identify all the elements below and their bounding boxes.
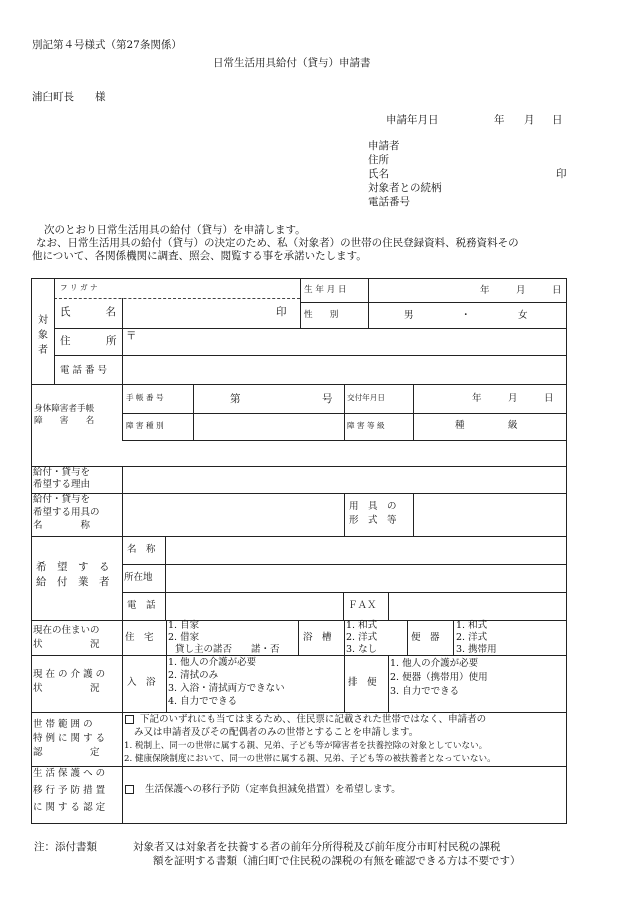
household-condition-2: 2. 健康保険制度において、同一の世帯に属する親、兄弟、子ども等の被扶養者となっていない。	[124, 754, 496, 764]
sex-male: 男	[404, 310, 414, 321]
application-year: 年	[494, 114, 505, 126]
care-label-1: 現 在 の 介 護 の	[33, 669, 106, 680]
subject-phone-label: 電 話 番 号	[60, 365, 108, 376]
bathing-option-4: 4. 自力でできる	[168, 696, 238, 707]
vendor-label-1: 希 望 す る	[36, 561, 110, 573]
disability-name-label: 障 害 名	[34, 416, 95, 426]
household-label-1: 世 帯 範 囲 の	[33, 719, 93, 730]
disability-book-label: 身体障害者手帳	[34, 404, 95, 414]
subject-name-label-char: 氏	[60, 306, 71, 318]
applicant-name-label: 氏名	[368, 168, 389, 180]
intro-line-3: 他について、各関係機関に調査、照会、閲覧する事を承諾いたします。	[32, 250, 367, 262]
bathtub-label: 浴 槽	[303, 632, 332, 643]
housing-label-2: 状 況	[33, 639, 100, 650]
book-number-label: 手 帳 番 号	[126, 393, 164, 402]
equipment-form-label-2: 形 式 等	[349, 515, 397, 526]
toilet-option-1: 1. 和式	[456, 620, 488, 631]
sex-female: 女	[518, 310, 528, 321]
issue-month: 月	[508, 393, 518, 404]
welfare-label-3: に 関 す る 認 定	[33, 802, 106, 813]
household-checkbox[interactable]	[125, 715, 134, 724]
applicant-address-label: 住所	[368, 154, 389, 166]
toileting-label: 排 便	[348, 677, 377, 688]
application-month: 月	[524, 114, 535, 126]
care-label-2: 状 況	[33, 683, 100, 694]
form-number: 別記第４号様式（第27条関係）	[32, 39, 182, 51]
equipment-label-2: 希望する用具の	[33, 507, 100, 518]
toilet-label: 便 器	[411, 632, 440, 643]
toileting-option-3: 3. 自力でできる	[390, 686, 460, 697]
household-condition-1: 1. 税制上、同一の世帯に属する親、兄弟、子ども等が障害者を扶養控除の対象としていない。	[124, 741, 488, 751]
welfare-text: 生活保護への移行予防（定率負担減免措置）を希望します。	[145, 784, 401, 795]
dob-day: 日	[552, 285, 562, 296]
issue-year: 年	[472, 393, 482, 404]
sex-label: 性 別	[304, 310, 339, 320]
intro-line-2: なお、日常生活用具の給付（貸与）の決定のため、私（対象者）の世帯の住民登録資料、税務資料その	[36, 237, 519, 249]
toilet-option-2: 2. 洋式	[456, 632, 488, 643]
equipment-label-1: 給付・貸与を	[33, 494, 91, 505]
bathtub-option-2: 2. 洋式	[346, 632, 378, 643]
bathtub-option-3: 3. なし	[346, 644, 378, 655]
issue-day: 日	[544, 393, 554, 404]
bathing-option-3: 3. 入浴・清拭両方できない	[168, 683, 285, 694]
equipment-form-label-1: 用 具 の	[349, 501, 397, 512]
reason-label-1: 給付・貸与を	[33, 467, 91, 478]
application-date-label: 申請年月日	[386, 114, 439, 126]
toilet-option-3: 3. 携帯用	[456, 644, 497, 655]
applicant-seal: 印	[556, 168, 567, 180]
disability-type-label: 障 害 種 別	[126, 421, 164, 430]
bathing-option-1: 1. 他人の介護が必要	[168, 657, 257, 668]
footnote-label: 注：添付書類	[34, 841, 97, 853]
housing-label-1: 現在の住まいの	[33, 625, 100, 636]
dob-year: 年	[480, 285, 490, 296]
applicant-phone-label: 電話番号	[368, 196, 410, 208]
welfare-checkbox[interactable]	[125, 785, 134, 794]
household-text-2: み又は申請者及びその配偶者のみの世帯とすることを申請します。	[134, 727, 419, 738]
household-label-3: 認 定	[33, 747, 100, 758]
footnote-line-1: 対象者又は対象者を扶養する者の前年分所得税及び前年度分市町村民税の課税	[133, 841, 501, 853]
postal-mark: 〒	[126, 330, 137, 342]
subject-address-label-1: 住	[60, 335, 71, 347]
application-day: 日	[552, 114, 563, 126]
welfare-label-2: 移 行 予 防 措 置	[33, 785, 106, 796]
subject-address-label-2: 所	[106, 335, 117, 347]
house-option-2: 2. 借家	[168, 632, 200, 643]
vendor-label-2: 給 付 業 者	[36, 576, 110, 588]
book-number-go: 号	[322, 393, 333, 405]
landlord-consent: 貸し主の諾否 諾・否	[175, 644, 280, 655]
issue-date-label: 交付年月日	[347, 393, 385, 402]
vendor-fax-label: ＦＡＸ	[348, 600, 377, 611]
grade-kyu: 級	[508, 420, 518, 431]
book-number-dai: 第	[230, 393, 241, 405]
household-label-2: 特 例 に 関 す る	[33, 733, 106, 744]
welfare-label-1: 生 活 保 護 へ の	[33, 768, 106, 779]
house-option-1: 1. 自家	[168, 620, 200, 631]
applicant-relation-label: 対象者との続柄	[368, 182, 442, 194]
bathing-option-2: 2. 清拭のみ	[168, 670, 219, 681]
dob-month: 月	[516, 285, 526, 296]
addressee: 浦臼町長 様	[32, 91, 106, 103]
sex-separator: ・	[461, 310, 471, 321]
furigana-label: フ リ ガ ナ	[60, 283, 98, 292]
footnote-line-2: 額を証明する書類（浦臼町で住民税の課税の有無を確認できる方は不要です）	[153, 855, 521, 867]
household-text-1: 下記のいずれにも当てはまるため、、住民票に記載された世帯ではなく、申請者の	[140, 714, 487, 725]
vendor-phone-label: 電 話	[127, 600, 156, 611]
subject-seal: 印	[276, 306, 287, 318]
subject-name-label	[60, 307, 116, 318]
bathtub-option-1: 1. 和式	[346, 620, 378, 631]
intro-line-1: 次のとおり日常生活用具の給付（貸与）を申請します。	[44, 224, 306, 236]
subject-name-label-char: 名	[105, 306, 116, 318]
vendor-location-label: 所在地	[124, 572, 153, 583]
grade-shu: 種	[455, 420, 465, 431]
disability-grade-label: 障 害 等 級	[347, 421, 385, 430]
house-label: 住 宅	[125, 632, 154, 643]
vendor-name-label: 名 称	[127, 544, 156, 555]
toileting-option-2: 2. 便器（携帯用）使用	[390, 672, 488, 683]
subject-section-label: 対象者	[38, 315, 48, 356]
dob-label: 生 年 月 日	[304, 285, 347, 295]
form-title: 日常生活用具給付（貸与）申請書	[213, 57, 371, 69]
toileting-option-1: 1. 他人の介護が必要	[390, 658, 479, 669]
applicant-label: 申請者	[368, 140, 400, 152]
reason-label-2: 希望する理由	[33, 479, 91, 490]
equipment-label-3: 名 称	[33, 520, 91, 531]
bathing-label: 入 浴	[127, 677, 156, 688]
